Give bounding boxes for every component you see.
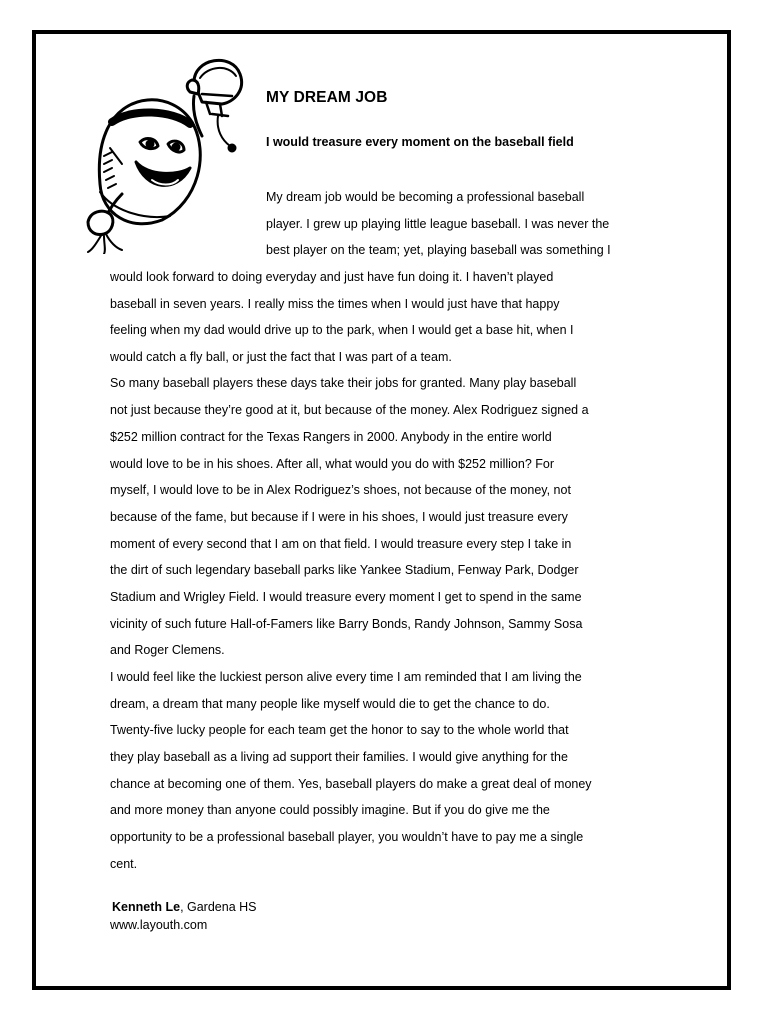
football-mascot-icon xyxy=(82,44,262,254)
body-line: vicinity of such future Hall-of-Famers like Barry Bonds, Randy Johnson, Sammy Sosa xyxy=(110,617,583,631)
body-line: and Roger Clemens. xyxy=(110,643,225,657)
body-line: opportunity to be a professional baseball player, you wouldn’t have to pay me a single xyxy=(110,830,584,844)
website-link[interactable]: www.layouth.com xyxy=(110,918,208,932)
body-line: player. I grew up playing little league baseball. I was never the xyxy=(266,217,610,231)
body-line: the dirt of such legendary baseball parks like Yankee Stadium, Fenway Park, Dodger xyxy=(110,563,579,577)
author-school: , Gardena HS xyxy=(180,900,257,914)
page-subtitle: I would treasure every moment on the baseball field xyxy=(266,135,574,149)
body-line: I would feel like the luckiest person alive every time I am reminded that I am living the xyxy=(110,670,582,684)
page-title: MY DREAM JOB xyxy=(266,89,388,106)
body-line: cent. xyxy=(110,857,138,871)
body-line: Stadium and Wrigley Field. I would treasure every moment I get to spend in the same xyxy=(110,590,582,604)
body-line: not just because they’re good at it, but because of the money. Alex Rodriguez signed a xyxy=(110,403,589,417)
body-line: dream, a dream that many people like myself would die to get the chance to do. xyxy=(110,697,550,711)
body-line: feeling when my dad would drive up to the park, when I would get a base hit, when I xyxy=(110,323,574,337)
body-line: would love to be in his shoes. After all, what would you do with $252 million? For xyxy=(110,457,554,471)
body-line: So many baseball players these days take their jobs for granted. Many play baseball xyxy=(110,376,577,390)
body-line: would look forward to doing everyday and just have fun doing it. I haven’t played xyxy=(110,270,554,284)
body-line: chance at becoming one of them. Yes, baseball players do make a great deal of money xyxy=(110,777,592,791)
author-signature xyxy=(112,900,257,914)
body-line: $252 million contract for the Texas Rangers in 2000. Anybody in the entire world xyxy=(110,430,552,444)
author-name: Kenneth Le xyxy=(112,900,181,914)
body-line: they play baseball as a living ad support their families. I would give anything for the xyxy=(110,750,568,764)
body-line: Twenty-five lucky people for each team get the honor to say to the whole world that xyxy=(110,723,569,737)
body-line: and more money than anyone could possibly imagine. But if you do give me the xyxy=(110,803,550,817)
body-line: would catch a fly ball, or just the fact that I was part of a team. xyxy=(110,350,452,364)
body-line: myself, I would love to be in Alex Rodriguez’s shoes, not because of the money, not xyxy=(110,483,571,497)
body-line: moment of every second that I am on that field. I would treasure every step I take in xyxy=(110,537,572,551)
body-line: My dream job would be becoming a professional baseball xyxy=(266,190,585,204)
body-line: because of the fame, but because if I were in his shoes, I would just treasure every xyxy=(110,510,568,524)
body-line: baseball in seven years. I really miss the times when I would just have that happy xyxy=(110,297,560,311)
body-line: best player on the team; yet, playing baseball was something I xyxy=(266,243,611,257)
